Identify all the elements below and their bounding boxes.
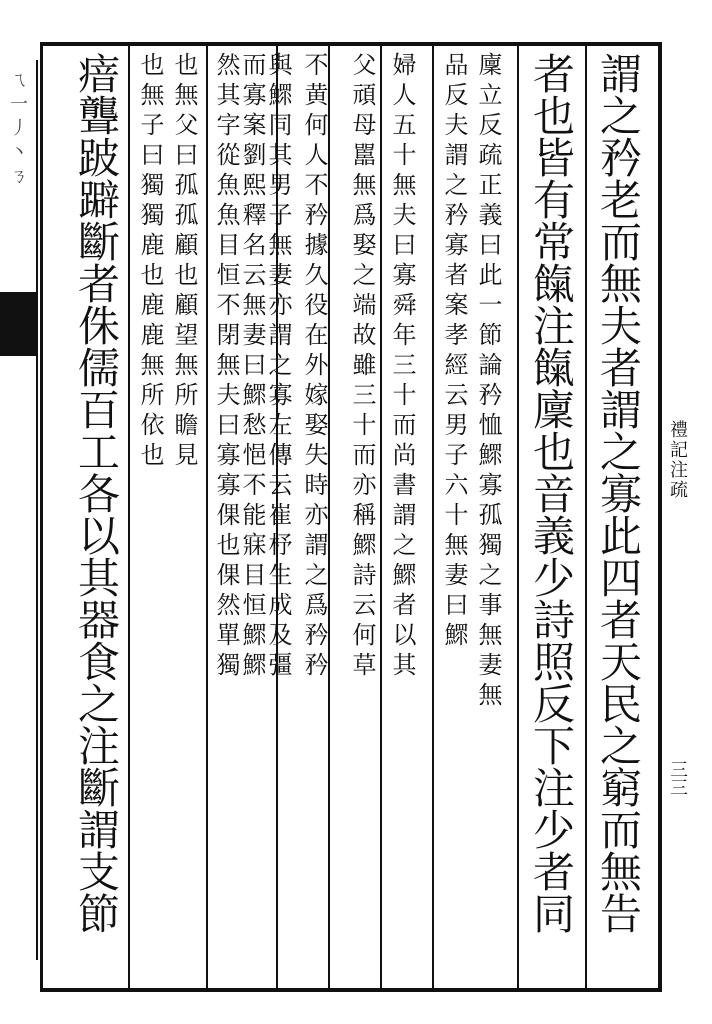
text-column-4: 品反夫謂之矜寡者案孝經云男子六十無妻曰鰥	[440, 52, 468, 652]
margin-fish-tail-mark	[0, 292, 36, 356]
text-column-2: 者也皆有常餼注餼廩也音義少詩照反下注少者同	[527, 52, 576, 934]
text-column-12: 也無子曰獨獨鹿也鹿鹿無所依也	[136, 52, 164, 472]
text-column-5: 婦人五十無夫曰寡舜年三十而尚書謂之鰥者以其	[388, 52, 416, 682]
text-column-10: 然其字從魚魚目恒不閉無夫曰寡寡倮也倮然單獨	[212, 52, 240, 682]
gutter-page-number: 三三	[667, 760, 688, 796]
text-column-6: 父頑母嚚無爲娶之端故雖三十而亦稱鰥詩云何草	[348, 52, 376, 682]
column-rule	[206, 44, 208, 990]
text-column-3: 廩立反疏正義曰此一節論矜恤鰥寡孤獨之事無妻無	[474, 52, 502, 712]
column-rule	[517, 44, 519, 990]
text-column-9: 而寡案劉熙釋名云無妻曰鰥愁悒不能寐目恒鰥鰥	[238, 52, 266, 682]
column-rule	[380, 44, 382, 990]
gutter-title: 禮記注疏	[667, 420, 688, 500]
column-rule	[432, 44, 434, 990]
column-rule	[585, 44, 587, 990]
text-column-8: 與鰥同其男子無妻亦謂之寡左傳云崔杼生成及彊	[264, 52, 292, 682]
column-rule	[128, 44, 130, 990]
margin-marks: ㄟ一丿丶ㄋ	[7, 70, 28, 190]
text-column-11: 也無父曰孤孤顧也顧望無所瞻見	[170, 52, 198, 472]
text-column-7: 不黄何人不矜據久役在外嫁娶失時亦謂之爲矜矜	[300, 52, 328, 682]
text-column-1: 謂之矜老而無夫者謂之寡此四者天民之窮而無告	[594, 52, 643, 934]
text-column-13: 瘖聾跛躃斷者侏儒百工各以其器食之注斷謂支節	[72, 52, 121, 934]
